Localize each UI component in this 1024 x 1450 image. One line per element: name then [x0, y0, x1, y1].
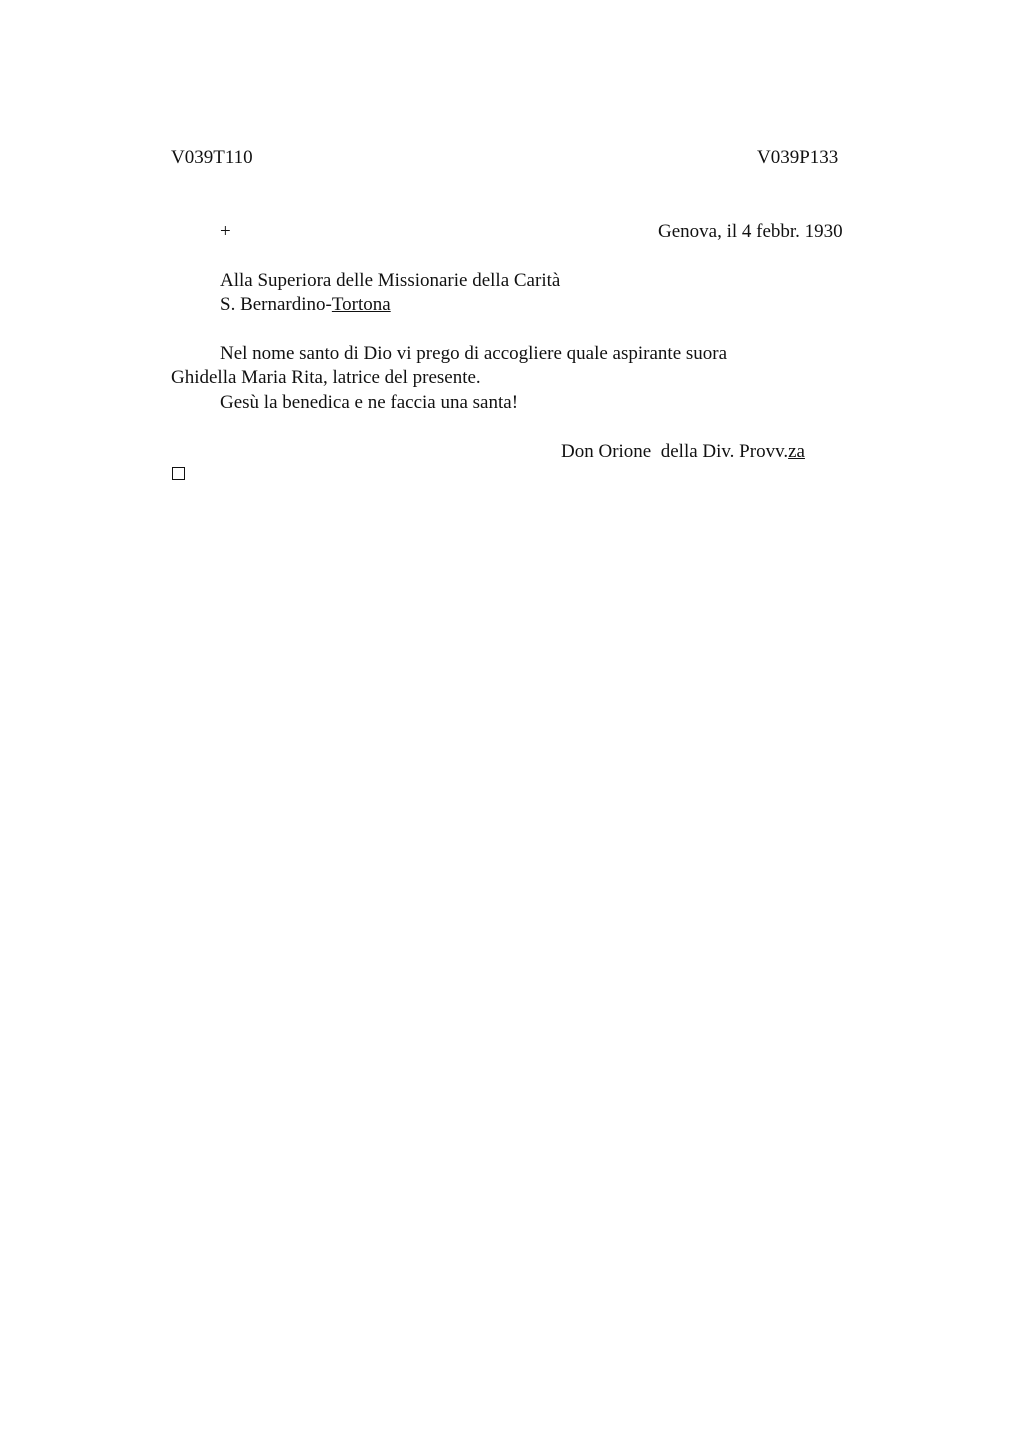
recipient-place-prefix: S. Bernardino-	[220, 294, 332, 315]
body-line-2: Ghidella Maria Rita, latrice del presente.	[171, 367, 481, 388]
recipient-line-1: Alla Superiora delle Missionarie della Carità	[220, 270, 561, 291]
square-outline-icon	[172, 467, 185, 480]
body-line-1: Nel nome santo di Dio vi prego di accogliere quale aspirante suora	[220, 343, 728, 364]
recipient-line-2	[220, 293, 391, 317]
signature-abbrev-suffix: za	[788, 441, 805, 462]
signature-text: Don Orione della Div. Provv.	[561, 441, 789, 462]
document-code-left: V039T110	[171, 147, 253, 168]
recipient-city: Tortona	[331, 294, 391, 315]
body-line-3: Gesù la benedica e ne faccia una santa!	[220, 392, 519, 413]
cross-symbol: +	[220, 221, 231, 242]
signature	[561, 440, 805, 464]
place-and-date: Genova, il 4 febbr. 1930	[658, 221, 843, 242]
document-code-right: V039P133	[757, 147, 839, 168]
